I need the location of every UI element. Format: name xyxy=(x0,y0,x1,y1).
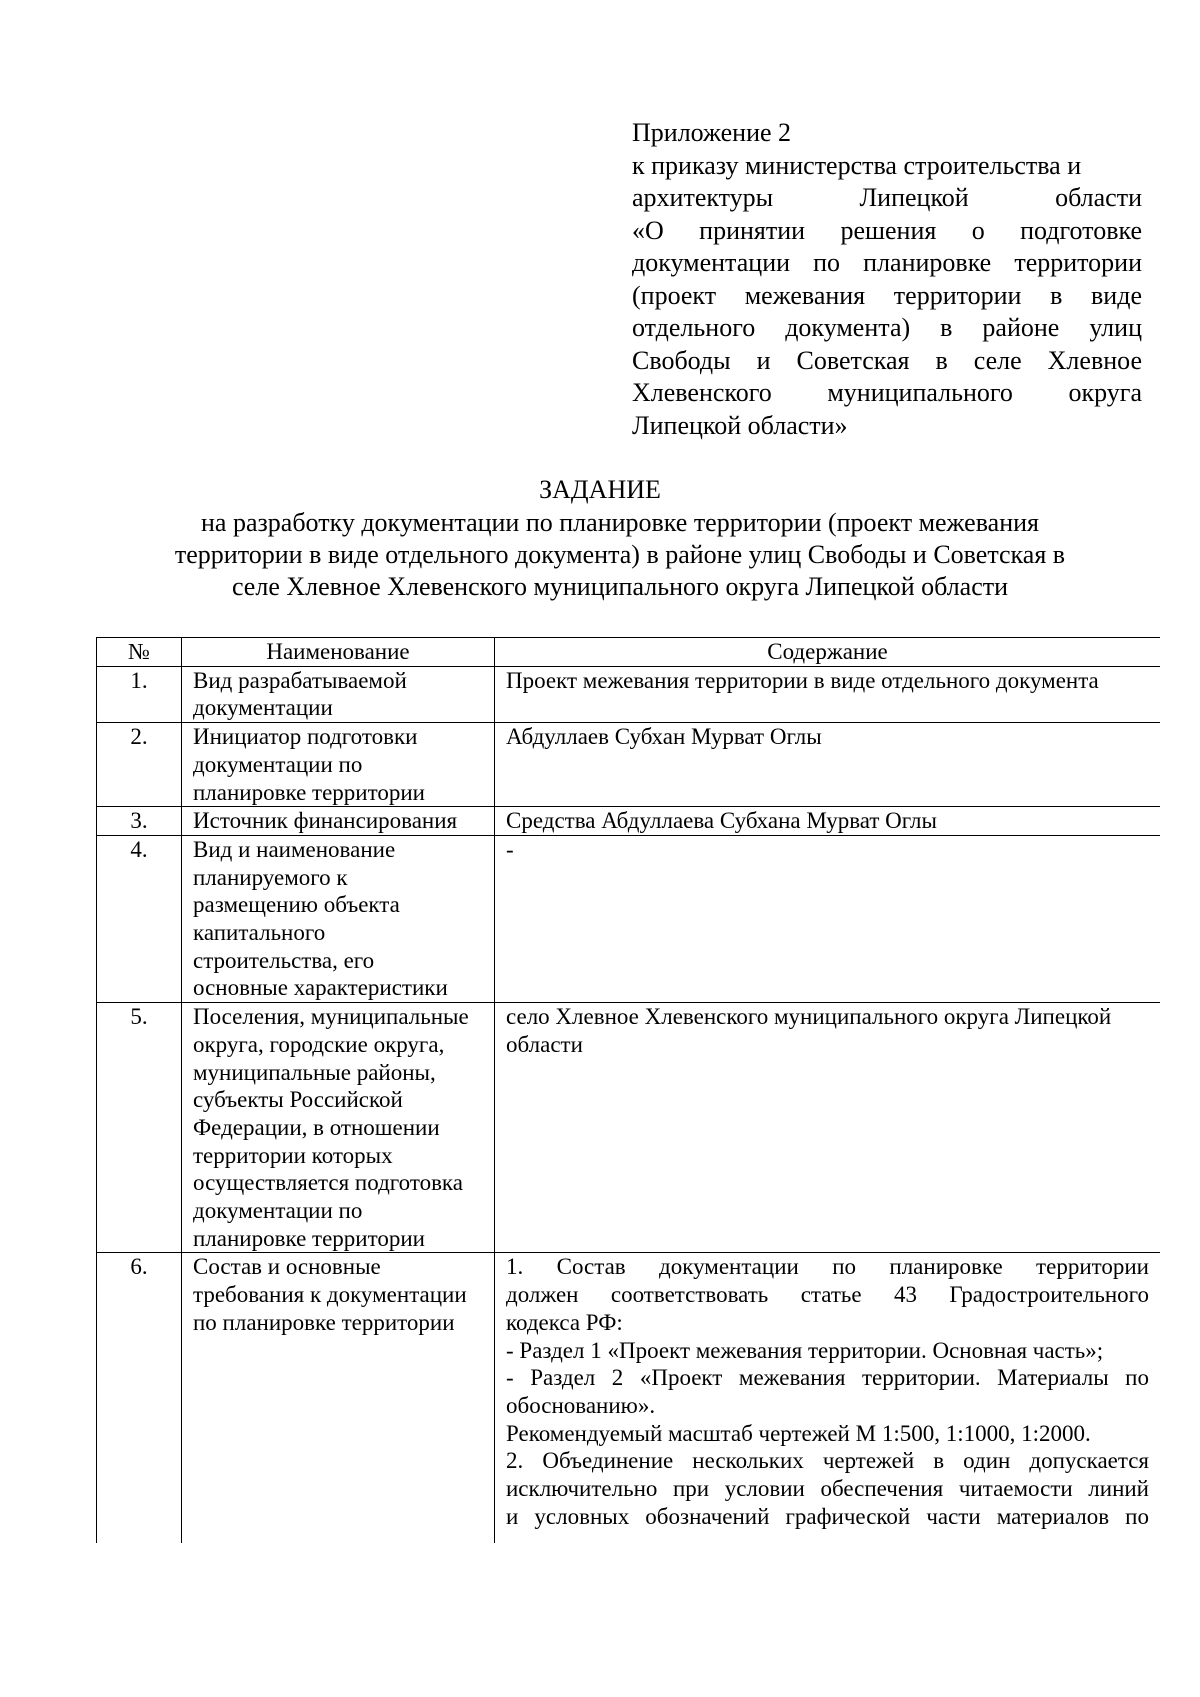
row-number: 3. xyxy=(97,807,182,836)
row-name-line: округа, городские округа, xyxy=(193,1031,445,1057)
row-number: 5. xyxy=(97,1003,182,1253)
row-content-line: - xyxy=(506,836,514,862)
row-name-line: планировке территории xyxy=(193,779,425,805)
row-content-line: области xyxy=(506,1031,583,1057)
table-header-row xyxy=(97,638,1161,667)
row-name-line: по планировке территории xyxy=(193,1309,455,1335)
header-content: Содержание xyxy=(495,638,1161,667)
appendix-line: к приказу министерства строительства и xyxy=(632,150,1082,180)
table-row xyxy=(97,807,1161,836)
row-content xyxy=(495,723,1161,807)
row-content-line: исключительно при условии обеспечения читаемости линий xyxy=(506,1476,1149,1502)
row-content-line: 2. Объединение нескольких чертежей в один допускается xyxy=(506,1448,1149,1474)
header-name: Наименование xyxy=(182,638,495,667)
row-name-line: Федерации, в отношении xyxy=(193,1114,440,1140)
row-name-line: документации по xyxy=(193,751,363,777)
row-name-line: Поселения, муниципальные xyxy=(193,1004,469,1030)
row-name-line: муниципальные районы, xyxy=(193,1059,436,1085)
row-name-line: строительства, его xyxy=(193,947,375,973)
row-name-line: требования к документации xyxy=(193,1282,467,1308)
row-name-line: планируемого к xyxy=(193,864,348,890)
row-content-line: Абдуллаев Субхан Мурват Оглы xyxy=(506,724,822,750)
row-name-line: документации xyxy=(193,695,333,721)
row-content-line: Средства Абдуллаева Субхана Мурват Оглы xyxy=(506,808,937,834)
subtitle-line: селе Хлевное Хлевенского муниципального округа Липецкой области xyxy=(231,572,1009,601)
row-name-line: размещению объекта xyxy=(193,892,400,918)
row-content-line: должен соответствовать статье 43 Градостроительного xyxy=(506,1282,1149,1308)
row-content-line: Рекомендуемый масштаб чертежей М 1:500, 1:1000, 1:2000. xyxy=(506,1420,1091,1446)
row-name-line: капитального xyxy=(193,920,326,946)
row-content-line: - Раздел 2 «Проект межевания территории. Материалы по xyxy=(506,1365,1149,1391)
row-content-line: обоснованию». xyxy=(506,1392,656,1418)
appendix-line: (проект межевания территории в виде xyxy=(632,280,1142,310)
appendix-line: Липецкой области» xyxy=(632,410,848,440)
table-row xyxy=(97,1003,1161,1253)
row-name-line: территории которых xyxy=(193,1142,393,1168)
row-name xyxy=(182,1253,495,1543)
row-content-line: Проект межевания территории в виде отдельного документа xyxy=(506,667,1099,693)
row-content-line: - Раздел 1 «Проект межевания территории. Основная часть»; xyxy=(506,1337,1104,1363)
row-content xyxy=(495,1253,1161,1543)
table-row xyxy=(97,666,1161,722)
document-subtitle xyxy=(120,507,1120,603)
row-name-line: Вид разрабатываемой xyxy=(193,667,407,693)
row-number: 2. xyxy=(97,723,182,807)
row-name xyxy=(182,1003,495,1253)
row-name-line: осуществляется подготовка xyxy=(193,1170,463,1196)
task-table-wrapper xyxy=(96,637,1160,1543)
appendix-line: Приложение 2 xyxy=(632,118,792,147)
appendix-line: отдельного документа) в районе улиц xyxy=(632,313,1142,342)
row-content xyxy=(495,666,1161,722)
row-name-line: Источник финансирования xyxy=(193,808,458,834)
row-content-line: село Хлевное Хлевенского муниципального округа Липецкой xyxy=(506,1004,1112,1030)
table-body xyxy=(97,666,1161,1543)
row-content-line: и условных обозначений графической части материалов по xyxy=(506,1503,1149,1529)
row-name-line: основные характеристики xyxy=(193,975,448,1001)
row-content xyxy=(495,807,1161,836)
row-content-line: кодекса РФ: xyxy=(506,1309,623,1335)
appendix-block xyxy=(632,117,1142,442)
row-name-line: документации по xyxy=(193,1198,363,1224)
header-number: № xyxy=(97,638,182,667)
subtitle-line: территории в виде отдельного документа) в районе улиц Свободы и Советская в xyxy=(174,540,1066,569)
row-name xyxy=(182,835,495,1002)
row-name-line: субъекты Российской xyxy=(193,1087,403,1113)
row-name xyxy=(182,666,495,722)
row-name-line: Вид и наименование xyxy=(193,836,396,862)
table-row xyxy=(97,835,1161,1002)
row-name-line: Инициатор подготовки xyxy=(193,724,418,750)
document-title: ЗАДАНИЕ xyxy=(539,475,661,504)
appendix-line: архитектуры Липецкой области xyxy=(632,183,1142,212)
row-number: 6. xyxy=(97,1253,182,1543)
appendix-line: Хлевенского муниципального округа xyxy=(632,378,1142,407)
row-name-line: Состав и основные xyxy=(193,1254,381,1280)
appendix-line: Свободы и Советская в селе Хлевное xyxy=(632,345,1142,375)
row-number: 4. xyxy=(97,835,182,1002)
appendix-line: документации по планировке территории xyxy=(632,248,1142,277)
appendix-line: «О принятии решения о подготовке xyxy=(632,215,1142,245)
row-content xyxy=(495,1003,1161,1253)
table-row xyxy=(97,1253,1161,1543)
row-name-line: планировке территории xyxy=(193,1225,425,1251)
subtitle-line: на разработку документации по планировке территории (проект межевания xyxy=(201,508,1039,537)
row-content-line: 1. Состав документации по планировке территории xyxy=(506,1254,1149,1280)
row-name xyxy=(182,723,495,807)
row-content xyxy=(495,835,1161,1002)
table-row xyxy=(97,723,1161,807)
task-table xyxy=(96,637,1160,1543)
row-number: 1. xyxy=(97,666,182,722)
row-name xyxy=(182,807,495,836)
